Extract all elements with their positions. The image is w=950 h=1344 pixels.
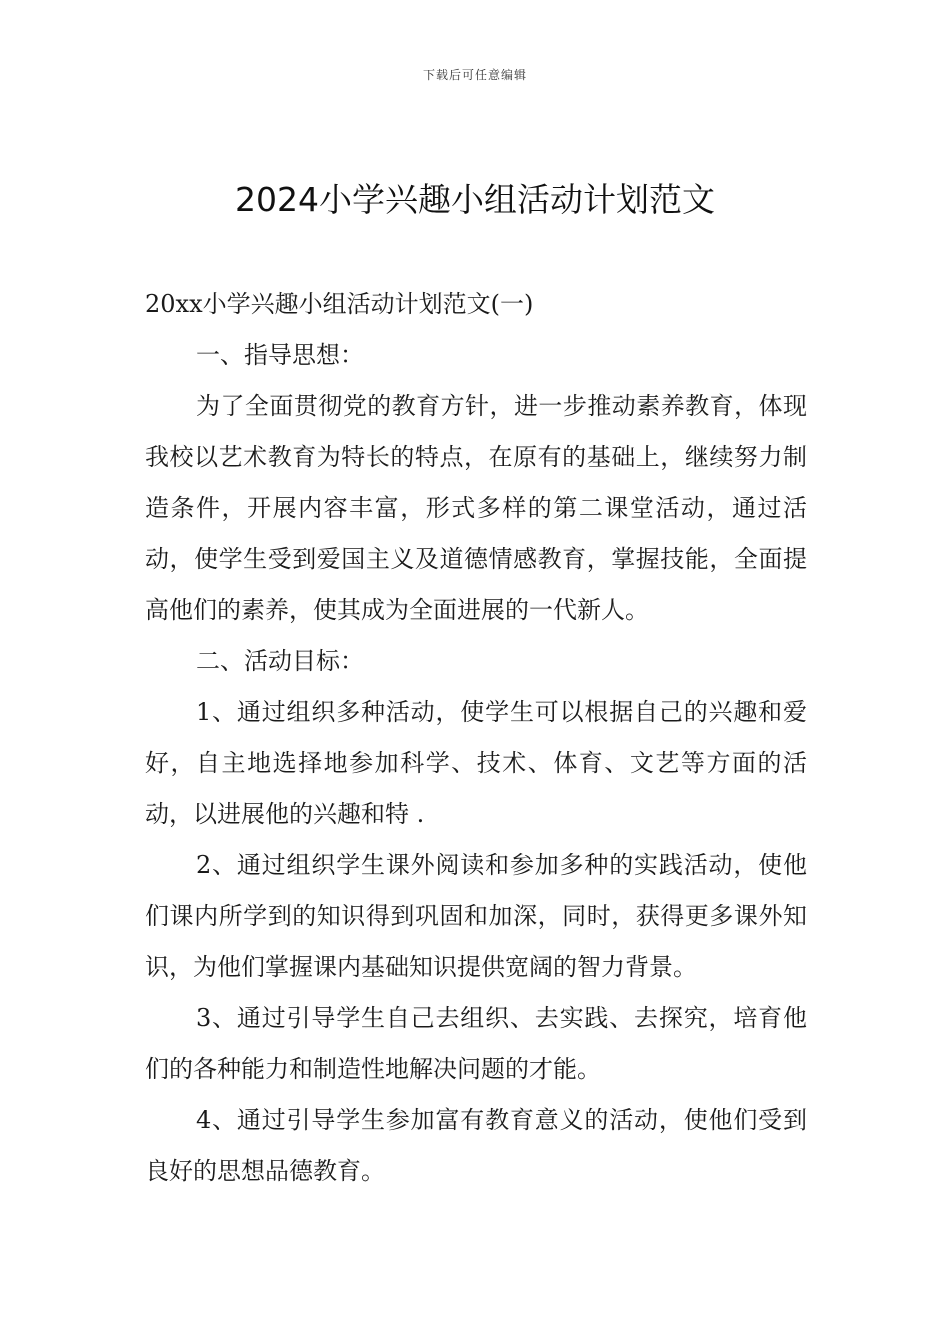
- header-note: 下载后可任意编辑: [422, 68, 527, 82]
- paragraph-goal-4: 4、通过引导学生参加富有教育意义的活动，使他们受到良好的思想品德教育。: [145, 1106, 807, 1185]
- paragraph-goal-2: 2、通过组织学生课外阅读和参加多种的实践活动，使他们课内所学到的知识得到巩固和加深，同时，获得更多课外知识，为他们掌握课内基础知识提供宽阔的智力背景。: [145, 851, 807, 981]
- document-title: 2024小学兴趣小组活动计划范文: [235, 180, 715, 219]
- document-body: [145, 279, 807, 1197]
- section-heading-activity-goals: 二、活动目标：: [196, 647, 364, 675]
- document-subtitle: 20xx小学兴趣小组活动计划范文(一): [145, 290, 534, 318]
- section-heading-guiding-ideology: 一、指导思想：: [196, 341, 364, 369]
- paragraph-goal-1: 1、通过组织多种活动，使学生可以根据自己的兴趣和爱好，自主地选择地参加科学、技术、体育、文艺等方面的活动，以进展他的兴趣和特 .: [145, 698, 807, 828]
- paragraph-goal-3: 3、通过引导学生自己去组织、去实践、去探究，培育他们的各种能力和制造性地解决问题的才能。: [145, 1004, 807, 1083]
- paragraph-guiding-ideology: 为了全面贯彻党的教育方针，进一步推动素养教育，体现我校以艺术教育为特长的特点，在原有的基础上，继续努力制造条件，开展内容丰富，形式多样的第二课堂活动，通过活动，使学生受到爱国主义及道德情感教育，掌握技能，全面提高他们的素养，使其成为全面进展的一代新人。: [145, 392, 807, 624]
